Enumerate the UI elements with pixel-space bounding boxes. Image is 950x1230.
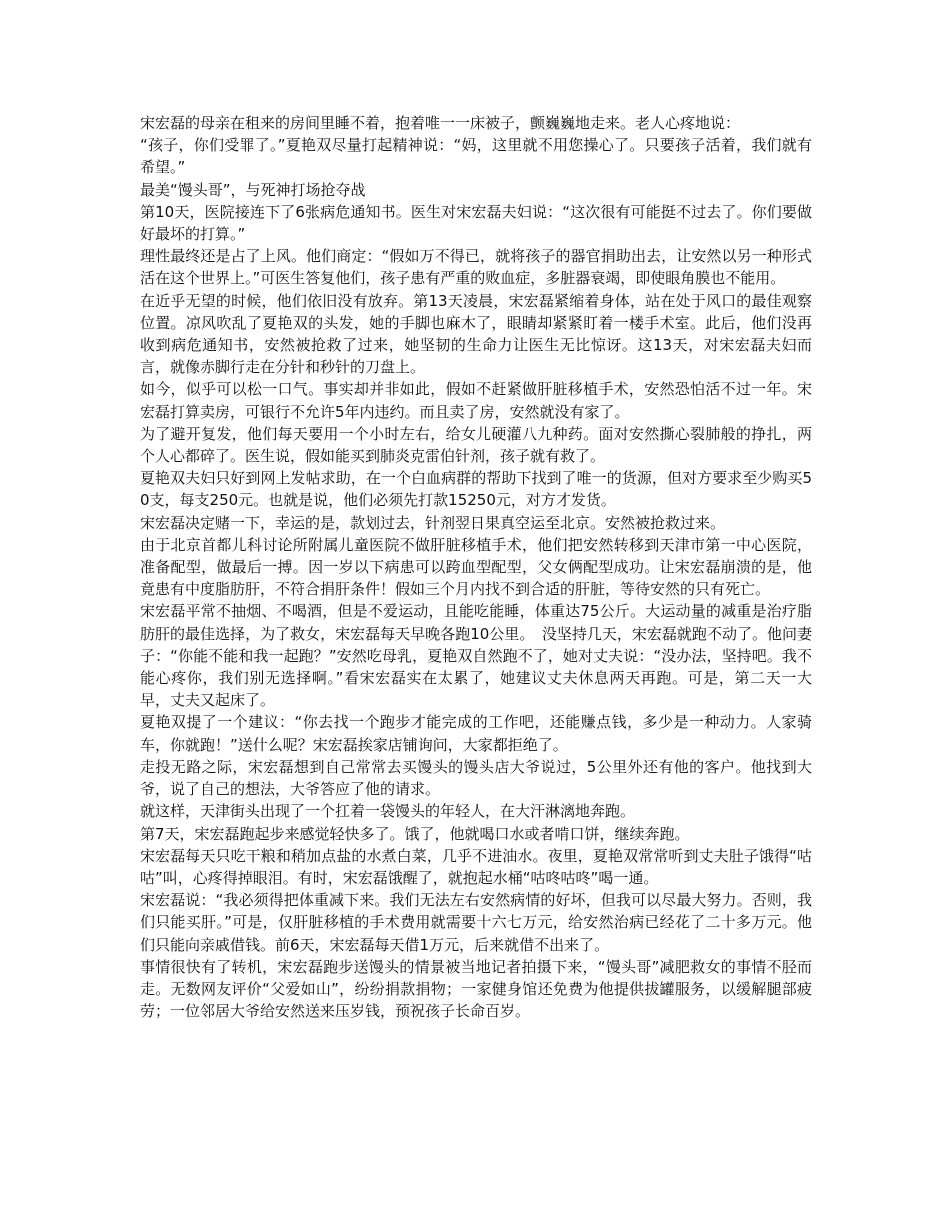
paragraph-16: 宋宏磊每天只吃干粮和稍加点盐的水煮白菜，几乎不进油水。夜里，夏艳双常常听到丈夫肚子饿得“咕咕”叫，心疼得掉眼泪。有时，宋宏磊饿醒了，就抱起水桶“咕咚咕咚”喝一通。 — [140, 846, 812, 887]
paragraph-17: 宋宏磊说：“我必须得把体重减下来。我们无法左右安然病情的好坏，但我可以尽最大努力。否则，我们只能买肝。”可是，仅肝脏移植的手术费用就需要十六七万元，给安然治病已经花了二十多万元。他们只能向亲戚借钱。前6天，宋宏磊每天借1万元，后来就借不出来了。 — [140, 891, 812, 954]
paragraph-9: 宋宏磊决定赌一下，幸运的是，款划过去，针剂翌日果真空运至北京。安然被抢救过来。 — [140, 513, 726, 532]
paragraph-2: “孩子，你们受罪了。”夏艳双尽量打起精神说：“妈，这里就不用您操心了。只要孩子活着，我们就有希望。” — [140, 136, 812, 177]
section-heading: 最美“馒头哥”，与死神打场抢夺战 — [140, 180, 366, 199]
paragraph-7: 为了避开复发，他们每天要用一个小时左右，给女儿硬灌八九种药。面对安然撕心裂肺般的挣扎，两个人心都碎了。医生说，假如能买到肺炎克雷伯针剂，孩子就有救了。 — [140, 424, 812, 466]
paragraph-10: 由于北京首都儿科讨论所附属儿童医院不做肝脏移植手术，他们把安然转移到天津市第一中心医院，准备配型，做最后一搏。因一岁以下病患可以跨血型配型，父女俩配型成功。让宋宏磊崩溃的是，他竟患有中度脂肪肝，不符合捐肝条件！假如三个月内找不到合适的肝脏，等待安然的只有死亡。 — [140, 535, 812, 599]
paragraph-12: 夏艳双提了一个建议：“你去找一个跑步才能完成的工作吧，还能赚点钱，多少是一种动力。人家骑车，你就跑！”送什么呢？宋宏磊挨家店铺询问，大家都拒绝了。 — [140, 713, 812, 754]
paragraph-11: 宋宏磊平常不抽烟、不喝酒，但是不爱运动，且能吃能睡，体重达75公斤。大运动量的减重是治疗脂肪肝的最佳选择，为了救女，宋宏磊每天早晚各跑10公里。 没坚持几天，宋宏磊就跑不动了。他问妻子：“你能不能和我一起跑？”安然吃母乳，夏艳双自然跑不了，她对丈夫说：“没办法，坚持吧。我不能心疼你，我们别无选择啊。”看宋宏磊实在太累了，她建议丈夫休息两天再跑。可是，第二天一大早，丈夫又起床了。 — [140, 602, 812, 710]
paragraph-3: 第10天，医院接连下了6张病危通知书。医生对宋宏磊夫妇说：“这次很有可能挺不过去了。你们要做好最坏的打算。” — [140, 202, 812, 244]
paragraph-14: 就这样，天津街头出现了一个扛着一袋馒头的年轻人，在大汗淋漓地奔跑。 — [140, 802, 636, 821]
paragraph-1: 宋宏磊的母亲在租来的房间里睡不着，抱着唯一一床被子，颤巍巍地走来。老人心疼地说： — [140, 114, 741, 132]
paragraph-15: 第7天，宋宏磊跑起步来感觉轻快多了。饿了，他就喝口水或者啃口饼，继续奔跑。 — [140, 824, 690, 843]
paragraph-8: 夏艳双夫妇只好到网上发帖求助，在一个白血病群的帮助下找到了唯一的货源，但对方要求至少购买50支，每支250元。也就是说，他们必须先打款15250元，对方才发货。 — [140, 469, 812, 510]
document-body — [140, 112, 812, 1022]
paragraph-5: 在近乎无望的时候，他们依旧没有放弃。第13天凌晨，宋宏磊紧缩着身体，站在处于风口的最佳观察位置。凉风吹乱了夏艳双的头发，她的手脚也麻木了，眼睛却紧紧盯着一楼手术室。此后，他们没再收到病危通知书，安然被抢救了过来，她坚韧的生命力让医生无比惊讶。这13天，对宋宏磊夫妇而言，就像赤脚行走在分针和秒针的刀盘上。 — [140, 291, 812, 377]
paragraph-6: 如今，似乎可以松一口气。事实却并非如此，假如不赶紧做肝脏移植手术，安然恐怕活不过一年。宋宏磊打算卖房，可银行不允许5年内违约。而且卖了房，安然就没有家了。 — [140, 380, 812, 421]
paragraph-18: 事情很快有了转机，宋宏磊跑步送馒头的情景被当地记者拍摄下来，“馒头哥”减肥救女的事情不胫而走。无数网友评价“父爱如山”，纷纷捐款捐物；一家健身馆还免费为他提供拔罐服务，以缓解腿部疲劳；一位邻居大爷给安然送来压岁钱，预祝孩子长命百岁。 — [140, 957, 812, 1021]
paragraph-4: 理性最终还是占了上风。他们商定：“假如万不得已，就将孩子的器官捐助出去，让安然以另一种形式活在这个世界上。”可医生答复他们，孩子患有严重的败血症，多脏器衰竭，即使眼角膜也不能用。 — [140, 247, 812, 288]
paragraph-13: 走投无路之际，宋宏磊想到自己常常去买馒头的馒头店大爷说过，5公里外还有他的客户。他找到大爷，说了自己的想法，大爷答应了他的请求。 — [140, 757, 812, 799]
